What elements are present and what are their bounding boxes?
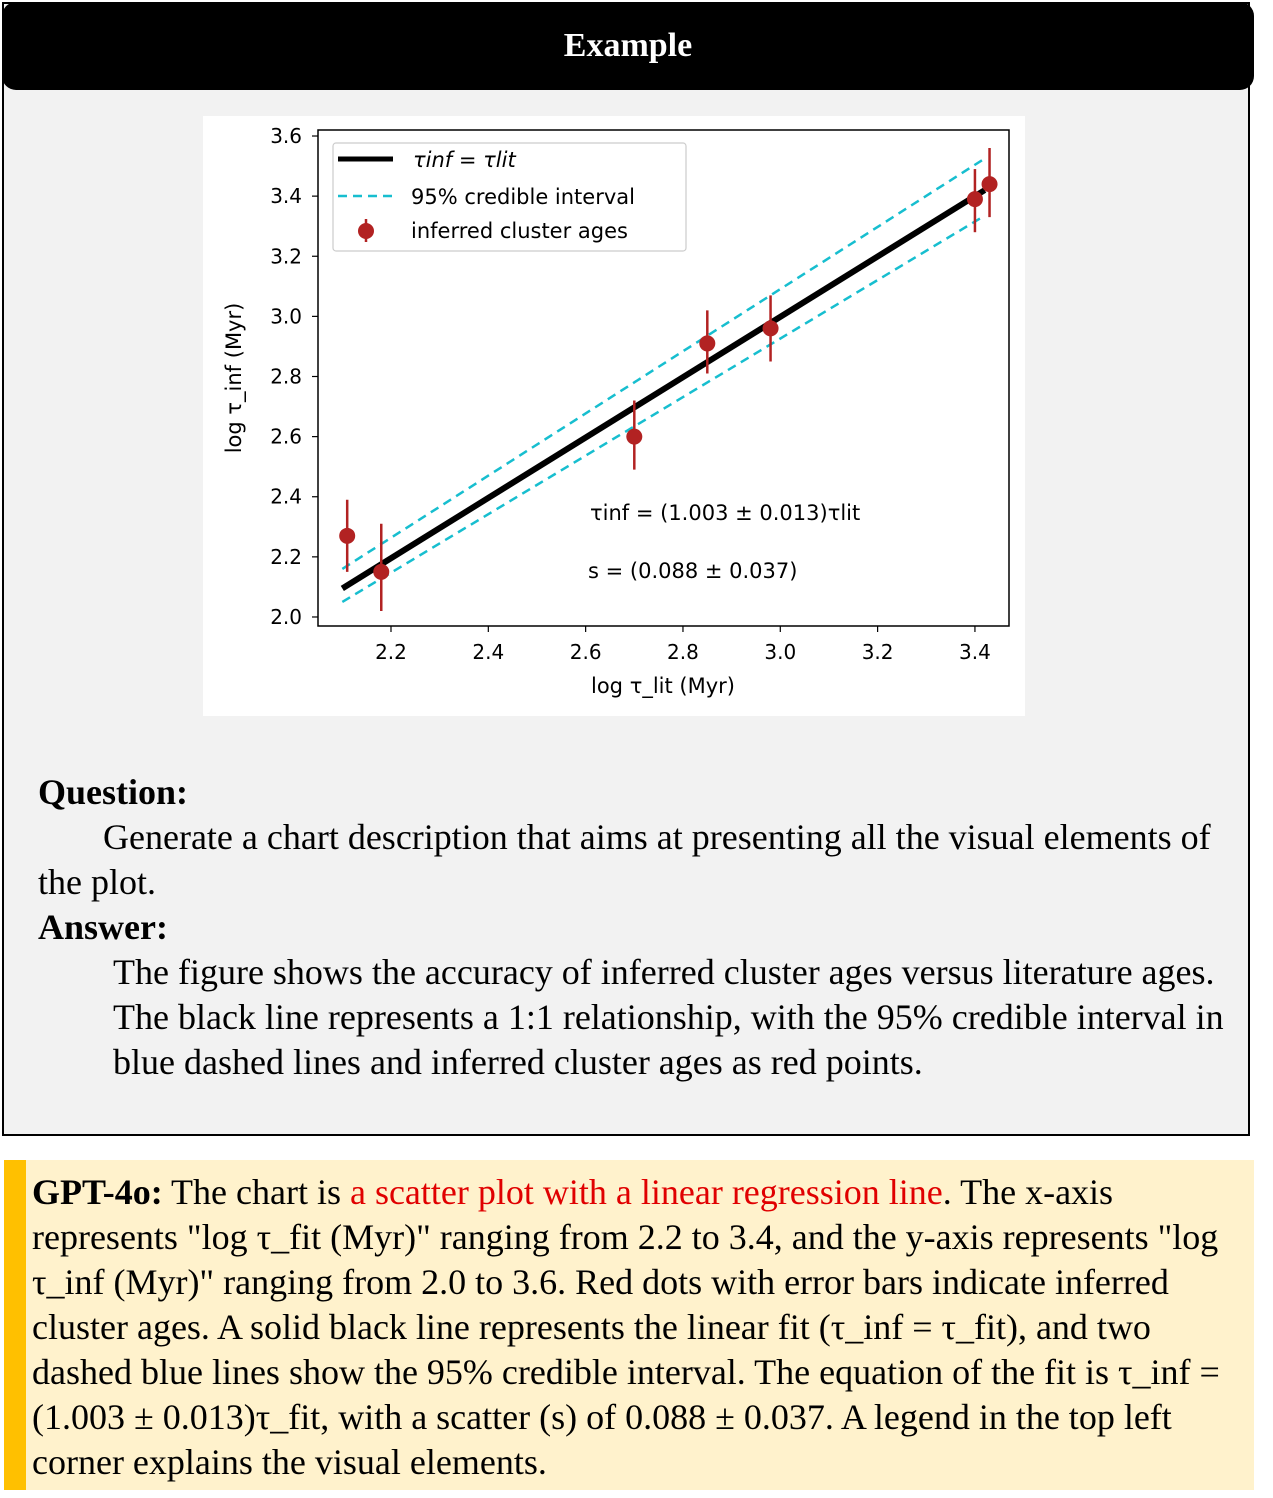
- model-label: GPT-4o:: [32, 1172, 163, 1212]
- y-tick-label: 2.8: [270, 364, 302, 389]
- legend-label-interval: 95% credible interval: [411, 185, 635, 209]
- response-text: [32, 1170, 1242, 1485]
- data-point: [373, 564, 389, 580]
- x-tick-label: 2.4: [472, 640, 505, 664]
- data-point: [626, 429, 642, 445]
- legend-label-line: τinf = τlit: [413, 148, 516, 172]
- qa-section: [38, 770, 1228, 1085]
- chart-panel: [203, 116, 1025, 716]
- response-accent-bar: [4, 1160, 26, 1490]
- y-axis-label: log τ_inf (Myr): [222, 302, 246, 454]
- y-tick-label: 3.2: [270, 244, 302, 269]
- question-label: Question:: [38, 772, 189, 812]
- y-tick-label: 3.4: [270, 184, 302, 209]
- data-point: [763, 320, 779, 336]
- y-tick-label: 3.0: [270, 304, 302, 329]
- x-axis-label: log τ_lit (Myr): [591, 674, 735, 698]
- x-tick-label: 3.2: [861, 640, 894, 664]
- x-tick-label: 3.0: [764, 640, 797, 664]
- scatter-annotation: s = (0.088 ± 0.037): [588, 559, 798, 583]
- y-tick-label: 2.4: [270, 484, 302, 509]
- fit-equation-annotation: τinf = (1.003 ± 0.013)τlit: [590, 501, 861, 525]
- x-tick-label: 2.6: [569, 640, 602, 664]
- data-point: [967, 191, 983, 207]
- y-tick-label: 2.6: [270, 424, 302, 449]
- answer-label: Answer:: [38, 907, 168, 947]
- y-tick-label: 2.0: [270, 604, 302, 629]
- legend-label-points: inferred cluster ages: [411, 219, 628, 243]
- y-tick-label: 2.2: [270, 544, 302, 569]
- credible-interval-line: [342, 216, 984, 602]
- data-point: [339, 528, 355, 544]
- question-text: Generate a chart description that aims at presenting all the visual elements of the plot.: [38, 817, 1211, 902]
- header-title: Example: [2, 2, 1254, 90]
- legend-marker: [358, 223, 374, 239]
- response-rest: . The x-axis represents "log τ_fit (Myr)" ranging from 2.2 to 3.4, and the y-axis represents "log τ_inf (Myr)" ranging from 2.0 to 3.6. Red dots with error bars indicate inferred cluster ages. A solid black line represents the linear fit (τ_inf = τ_fit), and two dashed blue lines show the 95% credible interval. The equation of the fit is τ_inf = (1.003 ± 0.013)τ_fit, with a scatter (s) of 0.088 ± 0.037. A legend in the top left corner explains the visual elements.: [32, 1172, 1220, 1482]
- y-tick-label: 3.6: [270, 124, 302, 149]
- model-response: [4, 1160, 1254, 1490]
- x-tick-label: 2.2: [375, 640, 407, 664]
- response-prefix: The chart is: [162, 1172, 350, 1212]
- answer-text: The figure shows the accuracy of inferred cluster ages versus literature ages. The black line represents a 1:1 relationship, with the 95% credible interval in blue dashed lines and inferred cluster ages as red points.: [113, 952, 1224, 1082]
- legend: [333, 143, 686, 251]
- scatter-chart: [203, 116, 1025, 716]
- x-tick-label: 2.8: [667, 640, 699, 664]
- data-point: [699, 335, 715, 351]
- response-highlight: a scatter plot with a linear regression line: [349, 1172, 943, 1212]
- data-point: [982, 176, 998, 192]
- x-tick-label: 3.4: [959, 640, 991, 664]
